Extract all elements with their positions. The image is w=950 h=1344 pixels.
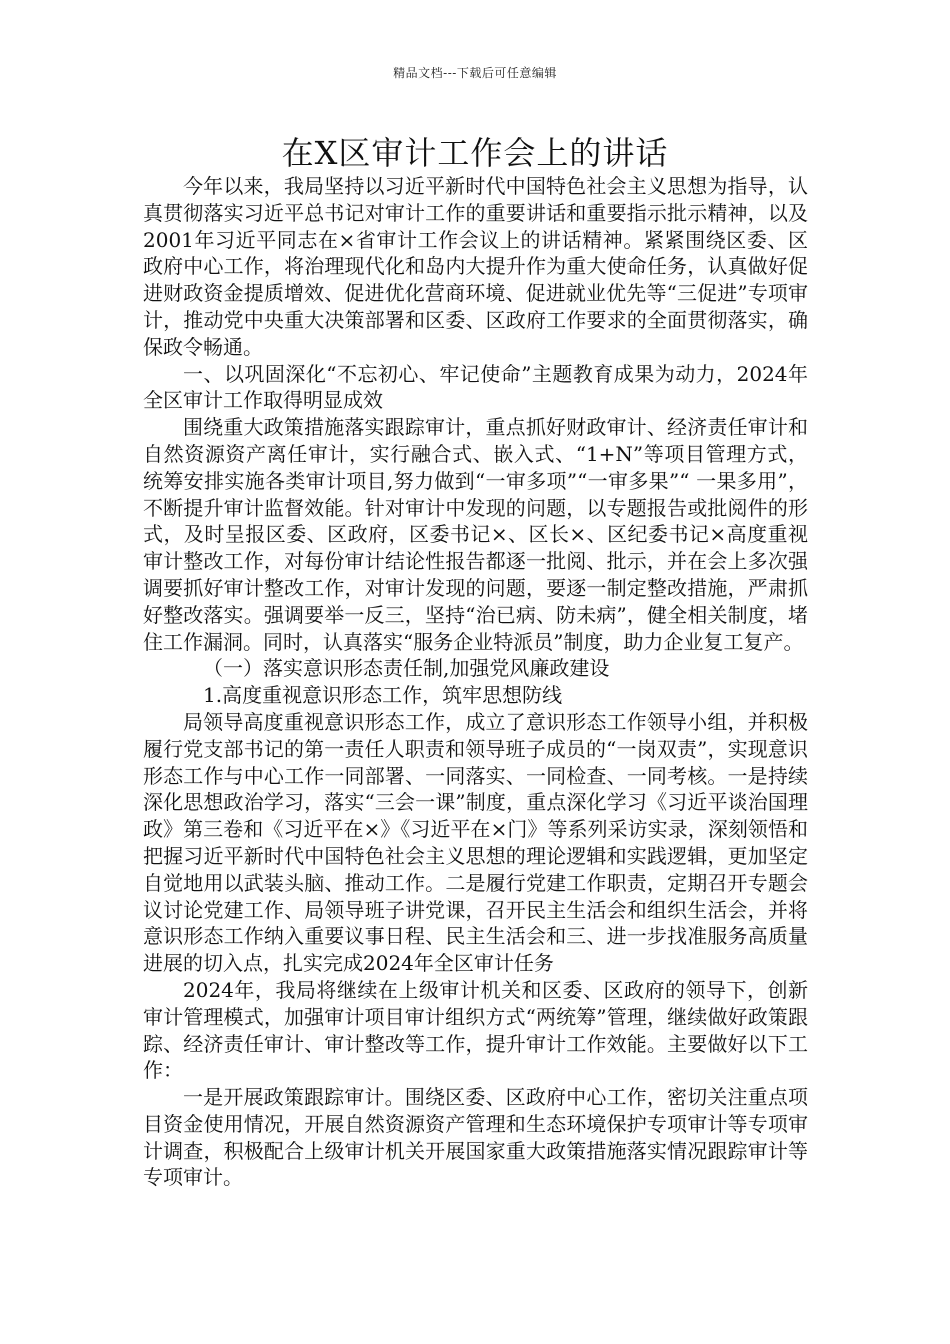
- subsection-item-1: 1.高度重视意识形态工作，筑牢思想防线: [203, 683, 563, 708]
- document-body: [143, 173, 808, 1191]
- document-title: 在X区审计工作会上的讲话: [281, 134, 669, 172]
- section-heading-1: 一、以巩固深化“不忘初心、牢记使命”主题教育成果为动力，2024年全区审计工作取得明显成效: [143, 361, 808, 413]
- paragraph-2024-plan: 2024年，我局将继续在上级审计机关和区委、区政府的领导下，创新审计管理模式，加强审计项目审计组织方式“两统筹”管理，继续做好政策跟踪、经济责任审计、审计整改等工作，提升审计工作效能。主要做好以下工作：: [143, 977, 808, 1083]
- paragraph-ideology: 局领导高度重视意识形态工作，成立了意识形态工作领导小组，并积极履行党支部书记的第一责任人职责和领导班子成员的“一岗双责”，实现意识形态工作与中心工作一同部署、一同落实、一同检查、一同考核。一是持续深化思想政治学习，落实“三会一课”制度，重点深化学习《习近平谈治国理政》第三卷和《习近平在×》《习近平在×门》等系列采访实录，深刻领悟和把握习近平新时代中国特色社会主义思想的理论逻辑和实践逻辑，更加坚定自觉地用以武装头脑、推动工作。二是履行党建工作职责，定期召开专题会议讨论党建工作、局领导班子讲党课，召开民主生活会和组织生活会，并将意识形态工作纳入重要议事日程、民主生活会和三、进一步找准服务高质量进展的切入点，扎实完成2024年全区审计任务: [143, 709, 808, 976]
- subsection-heading-1: （一）落实意识形态责任制,加强党风廉政建设: [203, 656, 610, 681]
- paragraph-audit-summary: 围绕重大政策措施落实跟踪审计，重点抓好财政审计、经济责任审计和自然资源资产离任审计，实行融合式、嵌入式、“1+N”等项目管理方式，统筹安排实施各类审计项目,努力做到“一审多项”“一审多果”“ 一果多用”，不断提升审计监督效能。针对审计中发现的问题，以专题报告或批阅件的形式，及时呈报区委、区政府，区委书记×、区长×、区纪委书记×高度重视审计整改工作，对每份审计结论性报告都逐一批阅、批示，并在会上多次强调要抓好审计整改工作，对审计发现的问题，要逐一制定整改措施，严肃抓好整改落实。强调要举一反三，坚持“治已病、防未病”，健全相关制度，堵住工作漏洞。同时，认真落实“服务企业特派员”制度，助力企业复工复产。: [143, 415, 808, 654]
- paragraph-intro: 今年以来，我局坚持以习近平新时代中国特色社会主义思想为指导，认真贯彻落实习近平总书记对审计工作的重要讲话和重要指示批示精神，以及2001年习近平同志在×省审计工作会议上的讲话精神。紧紧围绕区委、区政府中心工作，将治理现代化和岛内大提升作为重大使命任务，认真做好促进财政资金提质增效、促进优化营商环境、促进就业优先等“三促进”专项审计，推动党中央重大决策部署和区委、区政府工作要求的全面贯彻落实，确保政令畅通。: [143, 174, 808, 359]
- paragraph-policy-audit: 一是开展政策跟踪审计。围绕区委、区政府中心工作，密切关注重点项目资金使用情况，开展自然资源资产管理和生态环境保护专项审计等专项审计调查，积极配合上级审计机关开展国家重大政策措施落实情况跟踪审计等专项审计。: [143, 1085, 808, 1190]
- header-note: 精品文档---下载后可任意编辑: [393, 66, 557, 80]
